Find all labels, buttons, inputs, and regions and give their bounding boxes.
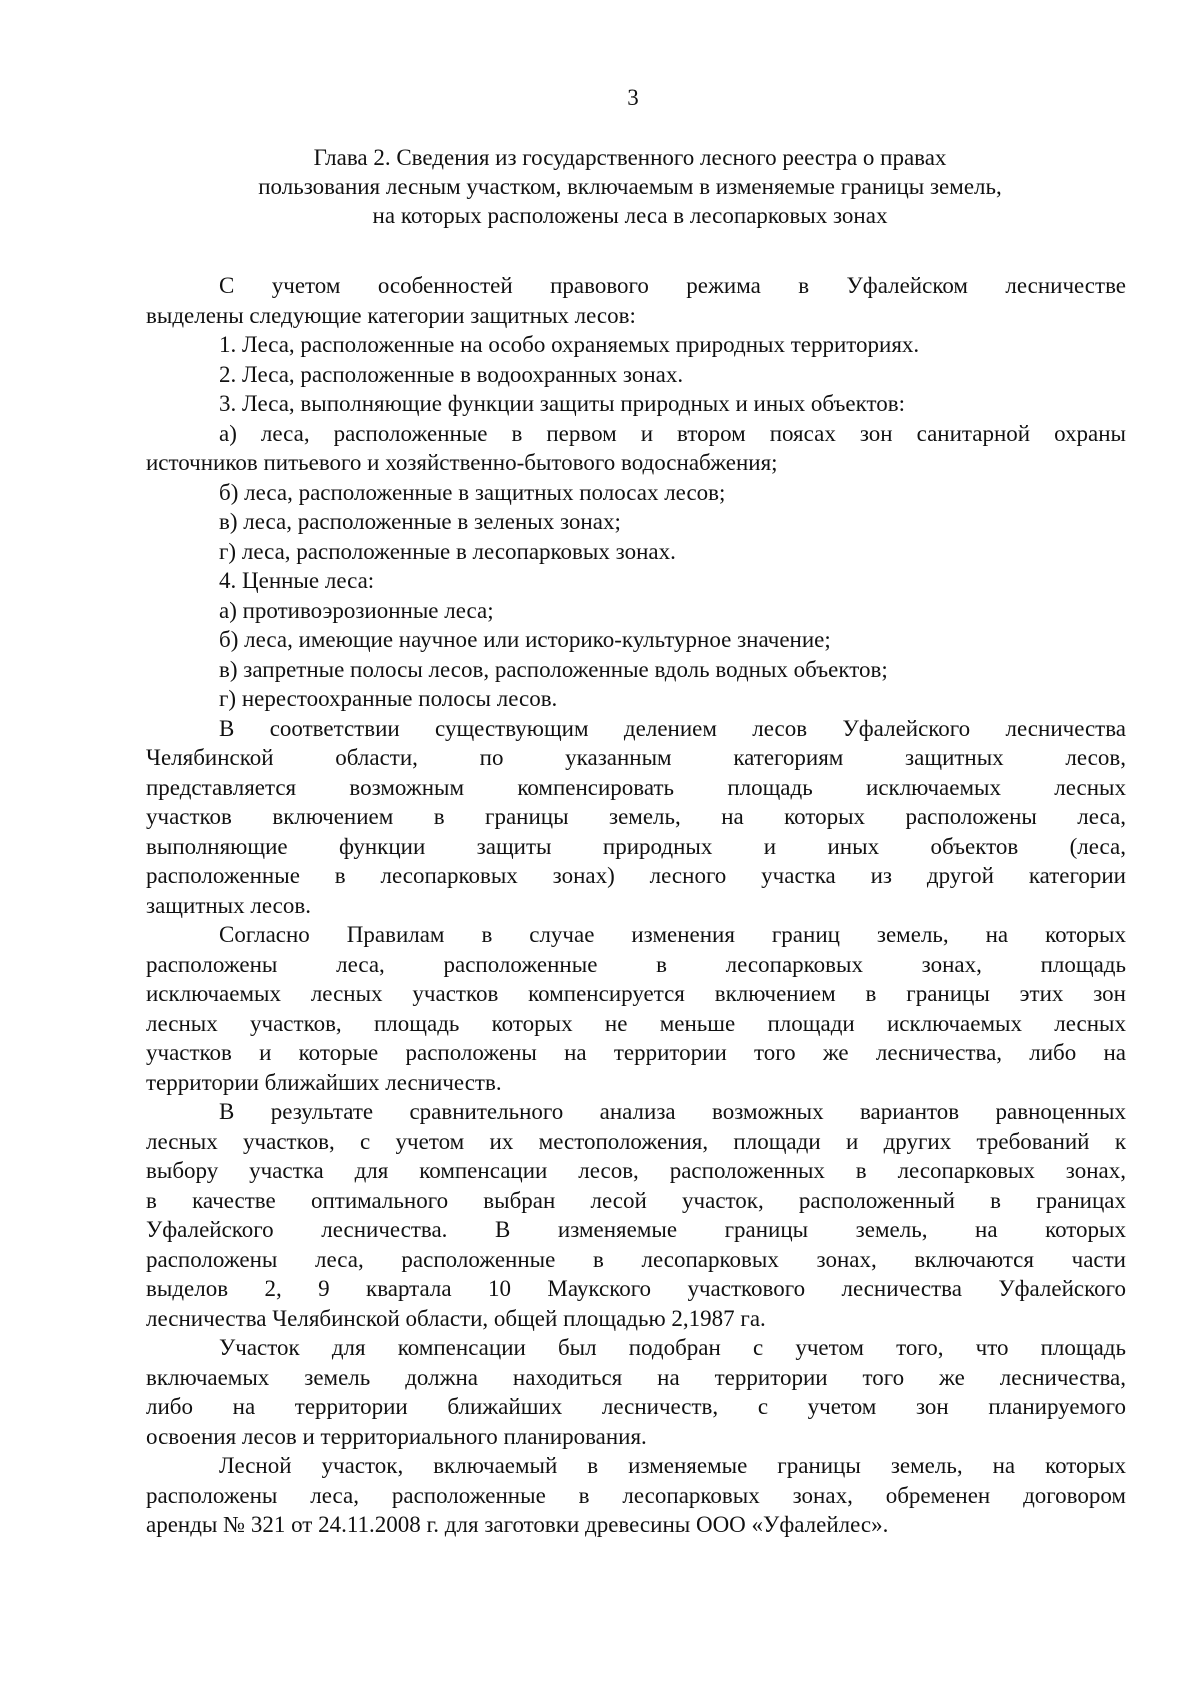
paragraph-line: г) леса, расположенные в лесопарковых зонах.: [219, 538, 676, 564]
paragraph-line: С учетом особенностей правового режима в Уфалейском лесничестве: [219, 273, 1126, 298]
paragraph: [146, 271, 1126, 330]
paragraph: [146, 1333, 1126, 1451]
page-number: 3: [627, 85, 639, 110]
paragraph-line: участков включением в границы земель, на которых расположены леса,: [146, 804, 1126, 829]
paragraph: [146, 920, 1126, 1097]
paragraph-line: участков и которые расположены на территории того же лесничества, либо на: [146, 1040, 1126, 1065]
paragraph-line: защитных лесов.: [146, 892, 311, 918]
paragraph-line: а) леса, расположенные в первом и втором поясах зон санитарной охраны: [219, 420, 1126, 446]
paragraph-line: аренды № 321 от 24.11.2008 г. для заготовки древесины ООО «Уфалейлес».: [146, 1512, 889, 1537]
paragraph-line: Участок для компенсации был подобран с учетом того, что площадь: [219, 1335, 1126, 1360]
paragraph-line: 1. Леса, расположенные на особо охраняемых природных территориях.: [219, 332, 920, 357]
paragraph: [146, 360, 1126, 390]
paragraph-line: в) запретные полосы лесов, расположенные вдоль водных объектов;: [219, 656, 888, 682]
paragraph-line: расположенные в лесопарковых зонах) лесного участка из другой категории: [146, 863, 1126, 888]
paragraph-line: 4. Ценные леса:: [219, 568, 375, 593]
paragraph: [146, 419, 1126, 478]
paragraph-line: В соответствии существующим делением лесов Уфалейского лесничества: [219, 715, 1126, 741]
paragraph: [146, 596, 1126, 626]
paragraph: [146, 684, 1126, 714]
paragraph-line: включаемых земель должна находиться на территории того же лесничества,: [146, 1364, 1126, 1390]
paragraph-line: в качестве оптимального выбран лесой участок, расположенный в границах: [146, 1187, 1126, 1213]
paragraph-line: представляется возможным компенсировать площадь исключаемых лесных: [146, 774, 1126, 800]
document-body: [146, 271, 1126, 1540]
chapter-title-line: пользования лесным участком, включаемым в изменяемые границы земель,: [258, 174, 1002, 199]
paragraph: [146, 478, 1126, 508]
paragraph-line: б) леса, расположенные в защитных полосах лесов;: [219, 479, 726, 505]
chapter-title-line: Глава 2. Сведения из государственного лесного реестра о правах: [313, 145, 947, 170]
paragraph: [146, 1451, 1126, 1540]
paragraph: [146, 330, 1126, 360]
paragraph-line: Челябинской области, по указанным категориям защитных лесов,: [146, 745, 1126, 770]
paragraph-line: либо на территории ближайших лесничеств, с учетом зон планируемого: [146, 1394, 1126, 1419]
paragraph-line: 3. Леса, выполняющие функции защиты природных и иных объектов:: [219, 391, 905, 416]
chapter-title: [130, 143, 1130, 230]
paragraph-line: исключаемых лесных участков компенсируется включением в границы этих зон: [146, 981, 1126, 1006]
paragraph-line: территории ближайших лесничеств.: [146, 1069, 502, 1095]
paragraph-line: расположены леса, расположенные в лесопарковых зонах, включаются части: [146, 1246, 1126, 1272]
paragraph-line: выделены следующие категории защитных лесов:: [146, 302, 636, 328]
paragraph: [146, 655, 1126, 685]
paragraph-line: выполняющие функции защиты природных и иных объектов (леса,: [146, 833, 1126, 859]
paragraph: [146, 714, 1126, 921]
paragraph: [146, 1097, 1126, 1333]
paragraph-line: Уфалейского лесничества. В изменяемые границы земель, на которых: [146, 1217, 1126, 1242]
paragraph-line: а) противоэрозионные леса;: [219, 597, 494, 623]
paragraph: [146, 389, 1126, 419]
paragraph-line: г) нерестоохранные полосы лесов.: [219, 686, 558, 711]
paragraph: [146, 566, 1126, 596]
paragraph-line: лесничества Челябинской области, общей площадью 2,1987 га.: [146, 1305, 766, 1331]
paragraph: [146, 625, 1126, 655]
paragraph-line: источников питьевого и хозяйственно-бытового водоснабжения;: [146, 450, 778, 475]
paragraph: [146, 537, 1126, 567]
paragraph-line: в) леса, расположенные в зеленых зонах;: [219, 509, 621, 534]
paragraph-line: расположены леса, расположенные в лесопарковых зонах, площадь: [146, 951, 1126, 977]
paragraph-line: лесных участков, площадь которых не меньше площади исключаемых лесных: [146, 1010, 1126, 1036]
chapter-title-line: на которых расположены леса в лесопарковых зонах: [372, 203, 888, 228]
paragraph-line: освоения лесов и территориального планирования.: [146, 1423, 647, 1449]
paragraph: [146, 507, 1126, 537]
paragraph-line: Лесной участок, включаемый в изменяемые границы земель, на которых: [219, 1453, 1126, 1478]
paragraph-line: б) леса, имеющие научное или историко-культурное значение;: [219, 627, 831, 652]
paragraph-line: расположены леса, расположенные в лесопарковых зонах, обременен договором: [146, 1482, 1126, 1508]
paragraph-line: выделов 2, 9 квартала 10 Маукского участкового лесничества Уфалейского: [146, 1276, 1126, 1301]
paragraph-line: лесных участков, с учетом их местоположения, площади и других требований к: [146, 1128, 1126, 1154]
paragraph-line: Согласно Правилам в случае изменения границ земель, на которых: [219, 922, 1126, 947]
paragraph-line: 2. Леса, расположенные в водоохранных зонах.: [219, 361, 684, 387]
paragraph-line: выбору участка для компенсации лесов, расположенных в лесопарковых зонах,: [146, 1158, 1126, 1183]
paragraph-line: В результате сравнительного анализа возможных вариантов равноценных: [219, 1099, 1126, 1124]
